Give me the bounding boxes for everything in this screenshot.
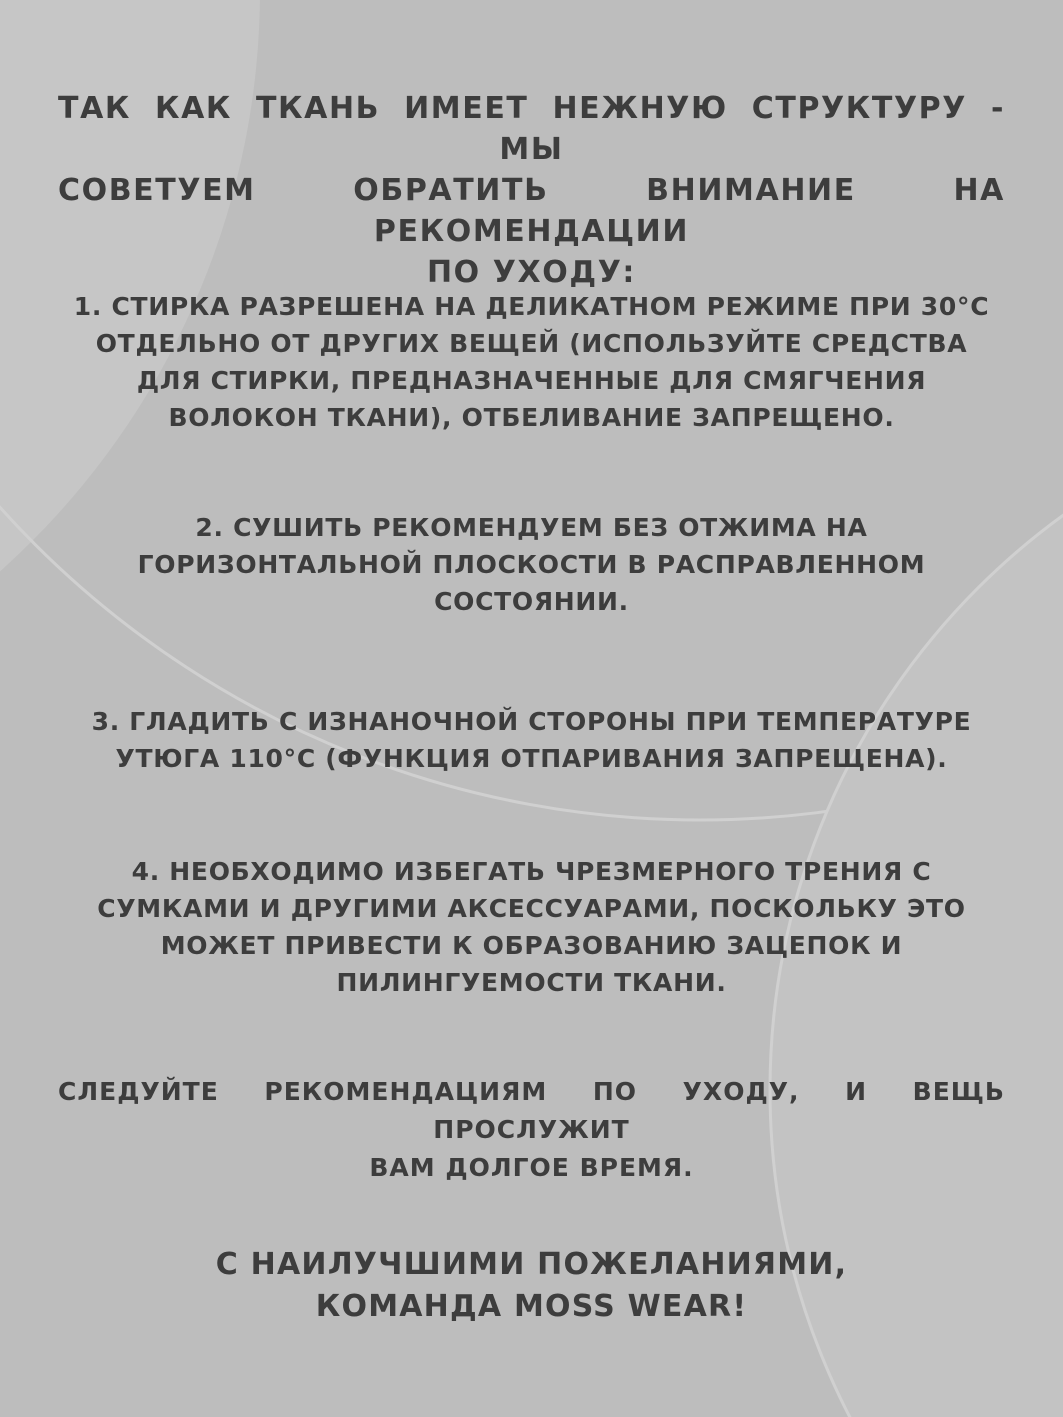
care-item-friction	[40, 853, 1023, 1001]
care-item-line: 3. ГЛАДИТЬ С ИЗНАНОЧНОЙ СТОРОНЫ ПРИ ТЕМПЕРАТУРЕ	[91, 707, 972, 736]
care-item-line: ОТДЕЛЬНО ОТ ДРУГИХ ВЕЩЕЙ (ИСПОЛЬЗУЙТЕ СРЕДСТВА	[95, 329, 968, 358]
care-item-line: 4. НЕОБХОДИМО ИЗБЕГАТЬ ЧРЕЗМЕРНОГО ТРЕНИЯ С	[131, 857, 932, 886]
intro-line: ПО УХОДУ:	[426, 255, 637, 290]
care-item-line: ВОЛОКОН ТКАНИ), ОТБЕЛИВАНИЕ ЗАПРЕЩЕНО.	[168, 403, 895, 432]
signoff	[40, 1244, 1023, 1328]
care-item-line: ДЛЯ СТИРКИ, ПРЕДНАЗНАЧЕННЫЕ ДЛЯ СМЯГЧЕНИЯ	[136, 366, 927, 395]
care-item-line: МОЖЕТ ПРИВЕСТИ К ОБРАЗОВАНИЮ ЗАЦЕПОК И	[160, 931, 903, 960]
care-item-line: ГОРИЗОНТАЛЬНОЙ ПЛОСКОСТИ В РАСПРАВЛЕННОМ	[137, 550, 926, 579]
care-item-line: 1. СТИРКА РАЗРЕШЕНА НА ДЕЛИКАТНОМ РЕЖИМЕ ПРИ 30°C	[73, 292, 990, 321]
closing-line: СЛЕДУЙТЕ РЕКОМЕНДАЦИЯМ ПО УХОДУ, И ВЕЩЬ ПРОСЛУЖИТ	[58, 1077, 1005, 1144]
closing-line: ВАМ ДОЛГОЕ ВРЕМЯ.	[369, 1153, 694, 1182]
intro-line: ТАК КАК ТКАНЬ ИМЕЕТ НЕЖНУЮ СТРУКТУРУ - МЫ	[58, 91, 1005, 167]
intro-line: СОВЕТУЕМ ОБРАТИТЬ ВНИМАНИЕ НА РЕКОМЕНДАЦИИ	[58, 173, 1005, 249]
signoff-line: КОМАНДА MOSS WEAR!	[315, 1289, 748, 1324]
closing-paragraph	[58, 1073, 1005, 1187]
intro-paragraph	[58, 88, 1005, 293]
signoff-line: С НАИЛУЧШИМИ ПОЖЕЛАНИЯМИ,	[215, 1247, 848, 1282]
care-item-line: УТЮГА 110°C (ФУНКЦИЯ ОТПАРИВАНИЯ ЗАПРЕЩЕНА).	[115, 744, 948, 773]
care-item-line: СУМКАМИ И ДРУГИМИ АКСЕССУАРАМИ, ПОСКОЛЬКУ ЭТО	[97, 894, 966, 923]
care-item-line: ПИЛИНГУЕМОСТИ ТКАНИ.	[336, 968, 727, 997]
care-item-line: СОСТОЯНИИ.	[434, 587, 629, 616]
care-item-drying	[40, 509, 1023, 620]
care-item-ironing	[40, 703, 1023, 777]
care-item-line: 2. СУШИТЬ РЕКОМЕНДУЕМ БЕЗ ОТЖИМА НА	[195, 513, 868, 542]
care-item-washing	[40, 288, 1023, 436]
